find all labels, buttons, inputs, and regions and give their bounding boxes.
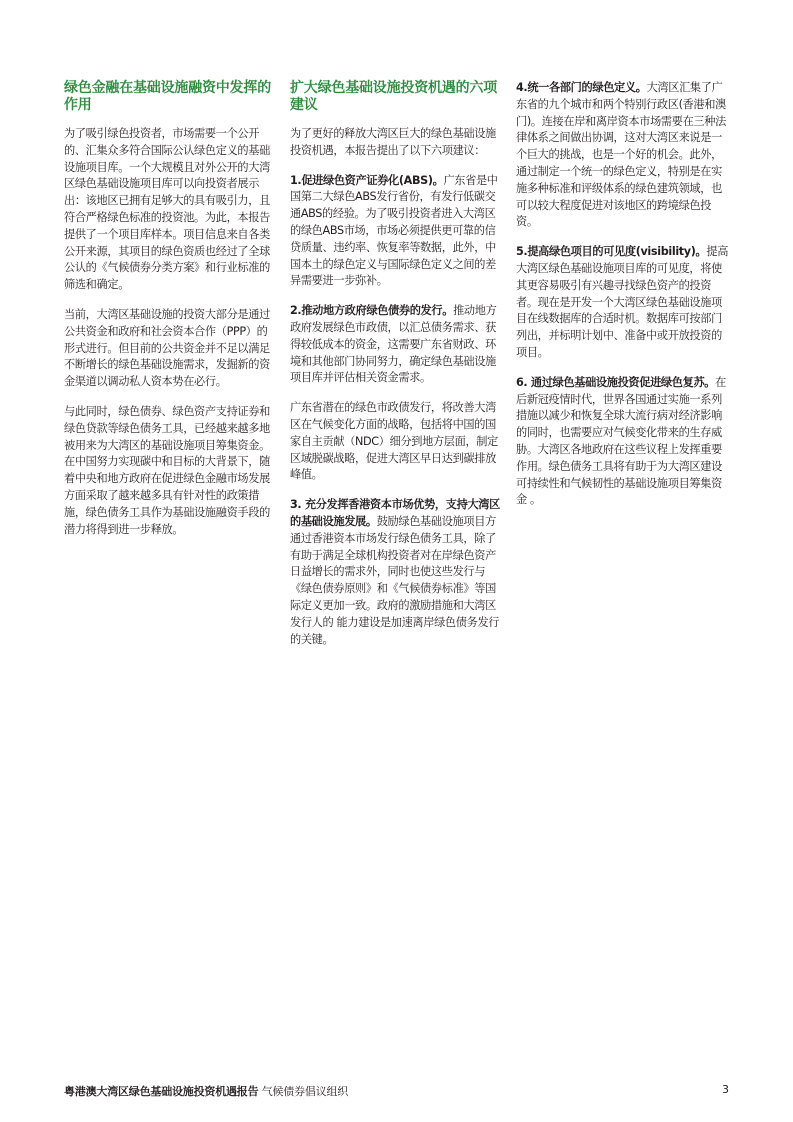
column-left bbox=[64, 80, 278, 551]
section-title-green-finance: 绿色金融在基础设施融资中发挥的作用 bbox=[64, 80, 271, 113]
recommendation-3 bbox=[290, 497, 504, 648]
recommendation-heading: 2.推动地方政府绿色债券的发行。 bbox=[290, 304, 454, 318]
recommendation-heading: 4.统一各部门的绿色定义。 bbox=[516, 81, 647, 94]
recommendation-heading: 1.促进绿色资产证券化(ABS)。 bbox=[290, 173, 444, 187]
recommendation-heading: 6. 通过绿色基础设施投资促进绿色复苏。 bbox=[516, 375, 716, 389]
recommendation-body: 广东省是中国第二大绿色ABS发行省份，有发行低碳交通ABS的经验。为了吸引投资者进入大湾区的绿色ABS市场，市场必须提供更可靠的信贷质量、违约率、恢复率等数据，此外，中国本土的绿色定义与国际绿色定义之间的差异需要进一步弥补。 bbox=[290, 173, 498, 288]
recommendation-6 bbox=[516, 375, 730, 509]
section-title-six-recommendations: 扩大绿色基础设施投资机遇的六项建议 bbox=[290, 80, 497, 113]
recommendation-body: 鼓励绿色基础设施项目方通过香港资本市场发行绿色债务工具，除了有助于满足全球机构投资者对在岸绿色资产日益增长的需求外，同时也使这些发行与《绿色债券原则》和《气候债券标准》等国际定义更加一致。政府的激励措施和大湾区发行人的 能力建设是加速离岸绿色债务发行的关键。 bbox=[290, 514, 500, 646]
page-footer bbox=[64, 1083, 348, 1099]
column-right bbox=[516, 80, 730, 522]
recommendation-body: 在后新冠疫情时代，世界各国通过实施一系列措施以减少和恢复全球大流行病对经济影响的同时，也需要应对气候变化带来的生存威胁。大湾区各地政府在这些议程上发挥重要作用。绿色债务工具将有助于为大湾区建设可持续性和气候韧性的基础设施项目筹集资金 。 bbox=[516, 375, 726, 507]
recommendation-4 bbox=[516, 80, 730, 231]
recommendation-body: 提高大湾区绿色基础设施项目库的可见度，将使其更容易吸引有兴趣寻找绿色资产的投资者。现在是开发一个大湾区绿色基础设施项目在线数据库的合适时机。数据库可按部门列出，并标明计划中、准备中或开放投资的项目。 bbox=[516, 245, 729, 359]
paragraph: 当前，大湾区基础设施的投资大部分是通过公共资金和政府和社会资本合作（PPP）的形式进行。但目前的公共资金并不足以满足不断增长的绿色基础设施需求，发掘新的资金渠道以调动私人资本势在必行。 bbox=[64, 307, 270, 389]
recommendation-heading: 5.提高绿色项目的可见度(visibility)。 bbox=[516, 245, 707, 259]
paragraph: 为了更好的释放大湾区巨大的绿色基础设施投资机遇，本报告提出了以下六项建议： bbox=[290, 127, 496, 157]
paragraph: 广东省潜在的绿色市政债发行，将改善大湾区在气候变化方面的战略，包括将中国的国家自主贡献（NDC）细分到地方层面，制定区域脱碳战略，促进大湾区早日达到碳排放峰值。 bbox=[290, 401, 498, 482]
recommendation-1 bbox=[290, 173, 504, 291]
footer-report-title: 粤港澳大湾区绿色基础设施投资机遇报告 bbox=[64, 1085, 259, 1098]
footer-org: 气候债券倡议组织 bbox=[261, 1085, 349, 1098]
paragraph: 与此同时，绿色债券、绿色资产支持证券和绿色贷款等绿色债务工具，已经越来越多地被用来为大湾区的基础设施项目筹集资金。在中国努力实现碳中和目标的大背景下，随着中央和地方政府在促进绿色金融市场发展方面采取了越来越多具有针对性的政策措施，绿色债务工具作为基础设施融资手段的潜力将得到进一步释放。 bbox=[64, 404, 270, 536]
page-number: 3 bbox=[722, 1083, 729, 1096]
recommendation-body: 大湾区汇集了广东省的九个城市和两个特别行政区(香港和澳门)。连接在岸和离岸资本市场需要在三种法律体系之间做出协调，这对大湾区来说是一个巨大的挑战，也是一个好的机会。此外，通过制定一个统一的绿色定义，特别是在实施多种标准和评级体系的绿色建筑领域，也可以较大程度促进对该地区的跨境绿色投资。 bbox=[516, 81, 726, 229]
recommendation-5 bbox=[516, 244, 730, 362]
recommendation-body: 推动地方政府发展绿色市政债，以汇总债务需求、获得较低成本的资金，这需要广东省财政、环境和其他部门协同努力，确定绿色基础设施项目库并评估相关资金需求。 bbox=[290, 304, 497, 385]
recommendation-2 bbox=[290, 303, 504, 387]
recommendation-heading: 3. 充分发挥香港资本市场优势，支持大湾区的基础设施发展。 bbox=[290, 498, 500, 528]
column-middle bbox=[290, 80, 504, 661]
paragraph: 为了吸引绿色投资者，市场需要一个公开的、汇集众多符合国际公认绿色定义的基础设施项目库。一个大规模且对外公开的大湾区绿色基础设施项目库可以向投资者展示出：该地区已拥有足够大的具有吸引力，且符合严格绿色标准的投资池。为此，本报告提供了一个项目库样本。项目信息来自各类公开来源，其项目的绿色资质也经过了全球公认的《气候债券分类方案》和行业标准的筛选和确定。 bbox=[64, 127, 270, 292]
